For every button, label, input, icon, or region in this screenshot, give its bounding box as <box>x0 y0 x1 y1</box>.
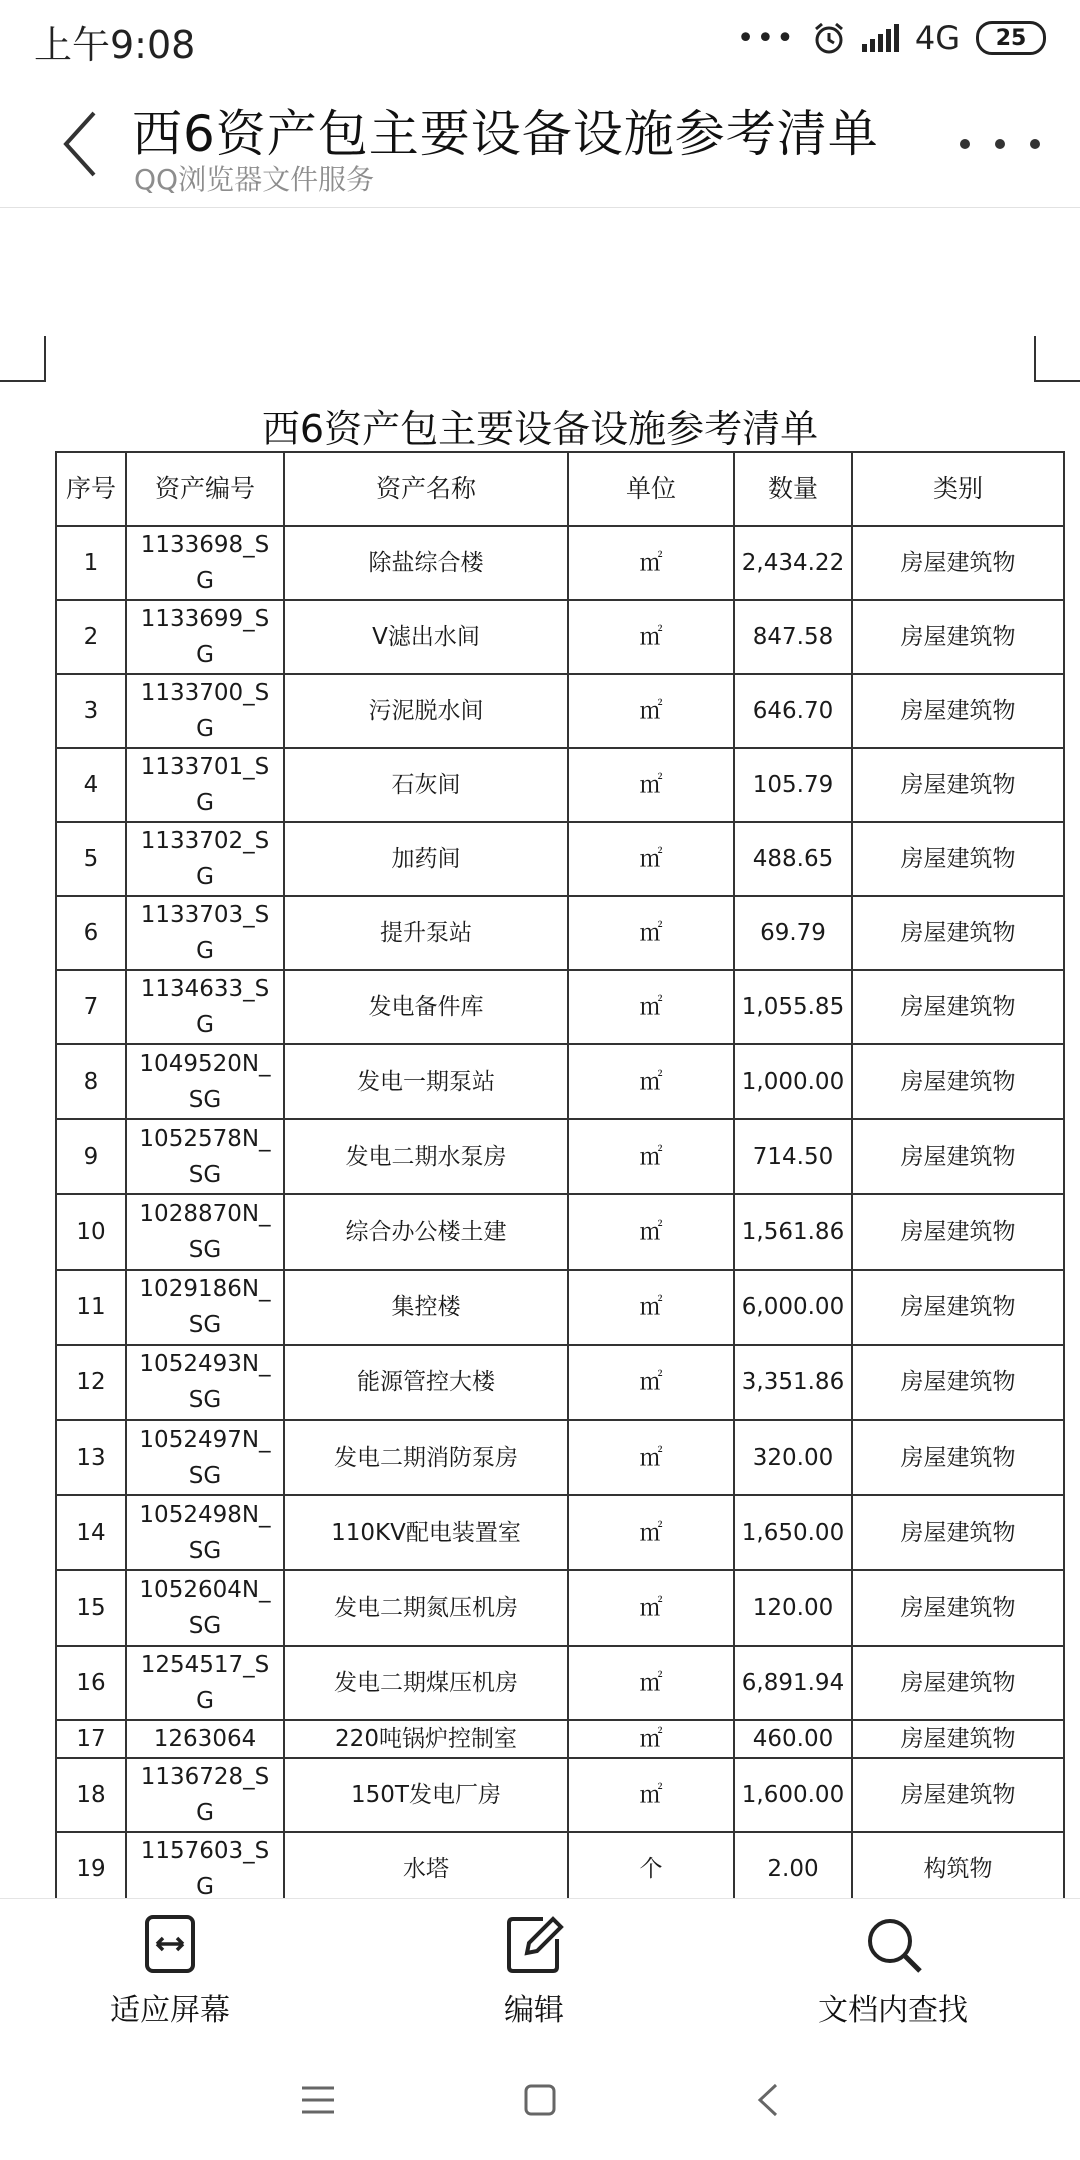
table-row <box>56 526 1064 600</box>
back-button[interactable] <box>50 104 110 184</box>
table-row <box>56 822 1064 896</box>
cell-unit: 个 <box>568 1832 734 1899</box>
cell-qty: 1,561.86 <box>734 1194 852 1269</box>
cell-name: 污泥脱水间 <box>284 674 568 748</box>
cell-qty: 646.70 <box>734 674 852 748</box>
cell-category: 房屋建筑物 <box>852 1495 1064 1570</box>
network-type: 4G <box>914 19 960 57</box>
table-row <box>56 1495 1064 1570</box>
table-row <box>56 970 1064 1044</box>
table-row <box>56 896 1064 970</box>
cell-name: 石灰间 <box>284 748 568 822</box>
edit-label: 编辑 <box>504 1993 564 2028</box>
cell-name: 发电备件库 <box>284 970 568 1044</box>
cell-qty: 1,650.00 <box>734 1495 852 1570</box>
table-row <box>56 1570 1064 1645</box>
page-subtitle: QQ浏览器文件服务 <box>134 163 375 196</box>
table-row <box>56 748 1064 822</box>
cell-code: 1049520N_SG <box>126 1044 284 1119</box>
column-header-no: 序号 <box>56 452 126 526</box>
cell-category: 房屋建筑物 <box>852 1345 1064 1420</box>
cell-unit: ㎡ <box>568 1270 734 1345</box>
cell-no: 1 <box>56 526 126 600</box>
cell-category: 房屋建筑物 <box>852 1646 1064 1720</box>
cell-name: 220吨锅炉控制室 <box>284 1720 568 1758</box>
cell-category: 房屋建筑物 <box>852 1720 1064 1758</box>
cell-category: 房屋建筑物 <box>852 896 1064 970</box>
cell-name: 发电二期消防泵房 <box>284 1420 568 1495</box>
cell-name: 能源管控大楼 <box>284 1345 568 1420</box>
cell-no: 14 <box>56 1495 126 1570</box>
cell-unit: ㎡ <box>568 1495 734 1570</box>
cell-qty: 1,600.00 <box>734 1758 852 1832</box>
cell-category: 房屋建筑物 <box>852 1119 1064 1194</box>
table-row <box>56 1194 1064 1269</box>
home-button[interactable] <box>510 2070 570 2130</box>
column-header-qty: 数量 <box>734 452 852 526</box>
crop-mark-left <box>0 336 46 382</box>
cell-category: 房屋建筑物 <box>852 1758 1064 1832</box>
cell-name: 发电二期氮压机房 <box>284 1570 568 1645</box>
find-in-document-button[interactable] <box>818 1913 968 2029</box>
cell-unit: ㎡ <box>568 1646 734 1720</box>
cell-qty: 2.00 <box>734 1832 852 1899</box>
cell-name: 发电一期泵站 <box>284 1044 568 1119</box>
cell-qty: 120.00 <box>734 1570 852 1645</box>
nav-back-icon <box>756 2082 780 2118</box>
cell-category: 房屋建筑物 <box>852 600 1064 674</box>
cell-qty: 3,351.86 <box>734 1345 852 1420</box>
table-row <box>56 600 1064 674</box>
more-menu-button[interactable] <box>960 122 1040 166</box>
battery-icon <box>976 21 1046 55</box>
table-row <box>56 1758 1064 1832</box>
cell-unit: ㎡ <box>568 896 734 970</box>
cell-unit: ㎡ <box>568 1345 734 1420</box>
table-row <box>56 1044 1064 1119</box>
cell-qty: 1,000.00 <box>734 1044 852 1119</box>
cell-no: 16 <box>56 1646 126 1720</box>
menu-button[interactable] <box>288 2070 348 2130</box>
cell-unit: ㎡ <box>568 1044 734 1119</box>
notification-dots-icon: ••• <box>736 20 796 56</box>
cell-no: 8 <box>56 1044 126 1119</box>
cell-no: 2 <box>56 600 126 674</box>
cell-category: 房屋建筑物 <box>852 526 1064 600</box>
nav-back-button[interactable] <box>738 2070 798 2130</box>
cell-unit: ㎡ <box>568 674 734 748</box>
system-nav-bar <box>0 2030 1080 2160</box>
edit-button[interactable] <box>503 1913 565 2029</box>
cell-category: 房屋建筑物 <box>852 1420 1064 1495</box>
cell-name: V滤出水间 <box>284 600 568 674</box>
search-icon <box>862 1913 924 1975</box>
document-heading: 西6资产包主要设备设施参考清单 <box>261 407 819 451</box>
cell-qty: 6,891.94 <box>734 1646 852 1720</box>
cell-qty: 6,000.00 <box>734 1270 852 1345</box>
cell-code: 1157603_SG <box>126 1832 284 1899</box>
title-bar <box>0 80 1080 208</box>
cell-no: 11 <box>56 1270 126 1345</box>
cell-no: 17 <box>56 1720 126 1758</box>
cell-unit: ㎡ <box>568 748 734 822</box>
cell-qty: 714.50 <box>734 1119 852 1194</box>
cell-unit: ㎡ <box>568 1420 734 1495</box>
alarm-icon <box>812 21 846 55</box>
more-dot-icon <box>995 139 1005 149</box>
cell-code: 1133699_SG <box>126 600 284 674</box>
cell-no: 9 <box>56 1119 126 1194</box>
cell-category: 房屋建筑物 <box>852 674 1064 748</box>
cell-code: 1263064 <box>126 1720 284 1758</box>
cell-name: 发电二期煤压机房 <box>284 1646 568 1720</box>
cell-qty: 847.58 <box>734 600 852 674</box>
cell-name: 除盐综合楼 <box>284 526 568 600</box>
cell-qty: 105.79 <box>734 748 852 822</box>
page-title: 西6资产包主要设备设施参考清单 <box>132 105 879 163</box>
cell-code: 1133703_SG <box>126 896 284 970</box>
table-row <box>56 674 1064 748</box>
cell-code: 1052493N_SG <box>126 1345 284 1420</box>
cell-no: 10 <box>56 1194 126 1269</box>
more-dot-icon <box>1030 139 1040 149</box>
home-icon <box>523 2083 557 2117</box>
cell-code: 1254517_SG <box>126 1646 284 1720</box>
more-dot-icon <box>960 139 970 149</box>
fit-screen-icon <box>139 1913 201 1975</box>
cell-code: 1136728_SG <box>126 1758 284 1832</box>
cell-unit: ㎡ <box>568 970 734 1044</box>
cell-category: 房屋建筑物 <box>852 822 1064 896</box>
cell-category: 房屋建筑物 <box>852 1570 1064 1645</box>
cell-no: 3 <box>56 674 126 748</box>
cell-unit: ㎡ <box>568 822 734 896</box>
cell-unit: ㎡ <box>568 1758 734 1832</box>
cell-name: 150T发电厂房 <box>284 1758 568 1832</box>
cell-unit: ㎡ <box>568 600 734 674</box>
status-time: 上午9:08 <box>34 23 196 67</box>
find-in-document-label: 文档内查找 <box>818 1993 968 2028</box>
cell-category: 房屋建筑物 <box>852 748 1064 822</box>
cell-name: 提升泵站 <box>284 896 568 970</box>
menu-icon <box>300 2085 336 2115</box>
table-row <box>56 1720 1064 1758</box>
cell-qty: 488.65 <box>734 822 852 896</box>
cell-unit: ㎡ <box>568 526 734 600</box>
cell-name: 发电二期水泵房 <box>284 1119 568 1194</box>
cell-name: 综合办公楼土建 <box>284 1194 568 1269</box>
cell-code: 1133698_SG <box>126 526 284 600</box>
cell-code: 1052498N_SG <box>126 1495 284 1570</box>
cell-no: 12 <box>56 1345 126 1420</box>
table-row <box>56 1119 1064 1194</box>
cell-code: 1052578N_SG <box>126 1119 284 1194</box>
status-bar <box>0 0 1080 80</box>
battery-level: 25 <box>995 25 1027 51</box>
cell-code: 1133702_SG <box>126 822 284 896</box>
cell-code: 1028870N_SG <box>126 1194 284 1269</box>
cell-no: 19 <box>56 1832 126 1899</box>
cell-unit: ㎡ <box>568 1720 734 1758</box>
cell-name: 水塔 <box>284 1832 568 1899</box>
cell-category: 房屋建筑物 <box>852 1044 1064 1119</box>
cell-code: 1052497N_SG <box>126 1420 284 1495</box>
back-arrow-icon <box>60 109 100 179</box>
cell-no: 4 <box>56 748 126 822</box>
cell-qty: 320.00 <box>734 1420 852 1495</box>
edit-icon <box>503 1913 565 1975</box>
cell-code: 1029186N_SG <box>126 1270 284 1345</box>
table-row <box>56 1420 1064 1495</box>
cell-qty: 460.00 <box>734 1720 852 1758</box>
cell-code: 1134633_SG <box>126 970 284 1044</box>
cell-no: 7 <box>56 970 126 1044</box>
cell-category: 房屋建筑物 <box>852 1194 1064 1269</box>
cell-name: 集控楼 <box>284 1270 568 1345</box>
cell-no: 5 <box>56 822 126 896</box>
cell-unit: ㎡ <box>568 1119 734 1194</box>
table-header-row <box>56 452 1064 526</box>
status-icons <box>737 16 1046 60</box>
cell-code: 1133701_SG <box>126 748 284 822</box>
column-header-name: 资产名称 <box>284 452 568 526</box>
cell-category: 房屋建筑物 <box>852 970 1064 1044</box>
column-header-unit: 单位 <box>568 452 734 526</box>
action-bar <box>0 1898 1080 2030</box>
cell-no: 6 <box>56 896 126 970</box>
cell-name: 110KV配电装置室 <box>284 1495 568 1570</box>
cell-unit: ㎡ <box>568 1194 734 1269</box>
document-viewer[interactable] <box>0 208 1080 1898</box>
table-row <box>56 1270 1064 1345</box>
cell-name: 加药间 <box>284 822 568 896</box>
table-row <box>56 1832 1064 1899</box>
column-header-code: 资产编号 <box>126 452 284 526</box>
cell-qty: 1,055.85 <box>734 970 852 1044</box>
column-header-category: 类别 <box>852 452 1064 526</box>
cell-no: 13 <box>56 1420 126 1495</box>
table-row <box>56 1646 1064 1720</box>
table-row <box>56 1345 1064 1420</box>
fit-screen-button[interactable] <box>110 1913 230 2029</box>
cell-no: 18 <box>56 1758 126 1832</box>
cell-qty: 69.79 <box>734 896 852 970</box>
signal-icon <box>862 24 899 52</box>
cell-unit: ㎡ <box>568 1570 734 1645</box>
cell-category: 房屋建筑物 <box>852 1270 1064 1345</box>
cell-qty: 2,434.22 <box>734 526 852 600</box>
asset-table <box>55 451 1065 1898</box>
crop-mark-right <box>1034 336 1080 382</box>
fit-screen-label: 适应屏幕 <box>110 1993 230 2028</box>
cell-code: 1052604N_SG <box>126 1570 284 1645</box>
cell-category: 构筑物 <box>852 1832 1064 1899</box>
cell-no: 15 <box>56 1570 126 1645</box>
cell-code: 1133700_SG <box>126 674 284 748</box>
